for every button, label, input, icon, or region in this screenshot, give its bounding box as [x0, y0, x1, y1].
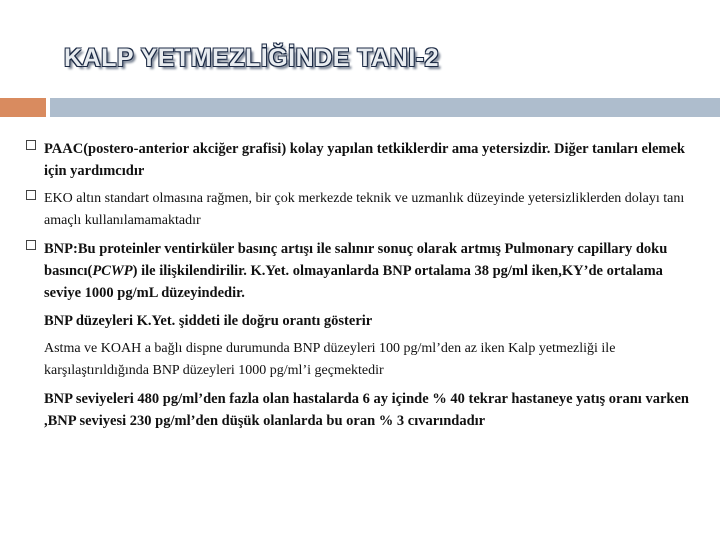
paragraph-text: BNP düzeyleri K.Yet. şiddeti ile doğru orantı gösterir — [44, 313, 373, 329]
paragraph-text: BNP seviyeleri 480 pg/ml’den fazla olan hastalarda 6 ay içinde % 40 tekrar hastaneye yatış oranı varken ,BNP seviyesi 230 pg/ml’den düşük olanlarda bu oran % 3 cıvarındadır — [44, 391, 689, 429]
bullet-text-after: ) ile ilişkilendirilir. K.Yet. olmayanlarda BNP ortalama 38 pg/ml iken,KY’de ortalama seviye 1000 pg/mL düzeyindedir. — [44, 263, 663, 301]
bullet-text: EKO altın standart olmasına rağmen, bir çok merkezde teknik ve uzmanlık düzeyinde yetersizliklerden dolayı tanı amaçlı kullanılamamaktadır — [44, 191, 685, 228]
paragraph-bnp-levels — [26, 388, 696, 432]
paragraph-bnp-severity — [26, 310, 696, 332]
slide-title: KALP YETMEZLİĞİNDE TANI-2 — [64, 44, 440, 72]
paragraph-astma-koah — [26, 338, 696, 382]
accent-bar — [0, 98, 46, 117]
header-bar — [50, 98, 720, 117]
paragraph-text: Astma ve KOAH a bağlı dispne durumunda BNP düzeyleri 100 pg/ml’den az iken Kalp yetmezliği ile karşılaştırıldığında BNP düzeyleri 1000 pg/ml’i geçmektedir — [44, 341, 616, 378]
bullet-square-icon — [26, 140, 36, 150]
bullet-text: PAAC(postero-anterior akciğer grafisi) kolay yapılan tetkiklerdir ama yetersizdir. Diğer tanıları elemek için yardımcıdır — [44, 141, 685, 179]
bullet-eko — [26, 188, 696, 232]
bullet-paac — [26, 138, 696, 182]
slide-body — [26, 138, 696, 438]
bullet-text-before: BNP:Bu proteinler ventirküler basınç artışı ile salınır sonuç olarak artmış Pulmonary capillary doku basıncı( — [44, 241, 668, 279]
bullet-square-icon — [26, 240, 36, 250]
bullet-square-icon — [26, 190, 36, 200]
bullet-bnp — [26, 238, 696, 304]
bullet-text-italic: PCWP — [92, 263, 133, 279]
